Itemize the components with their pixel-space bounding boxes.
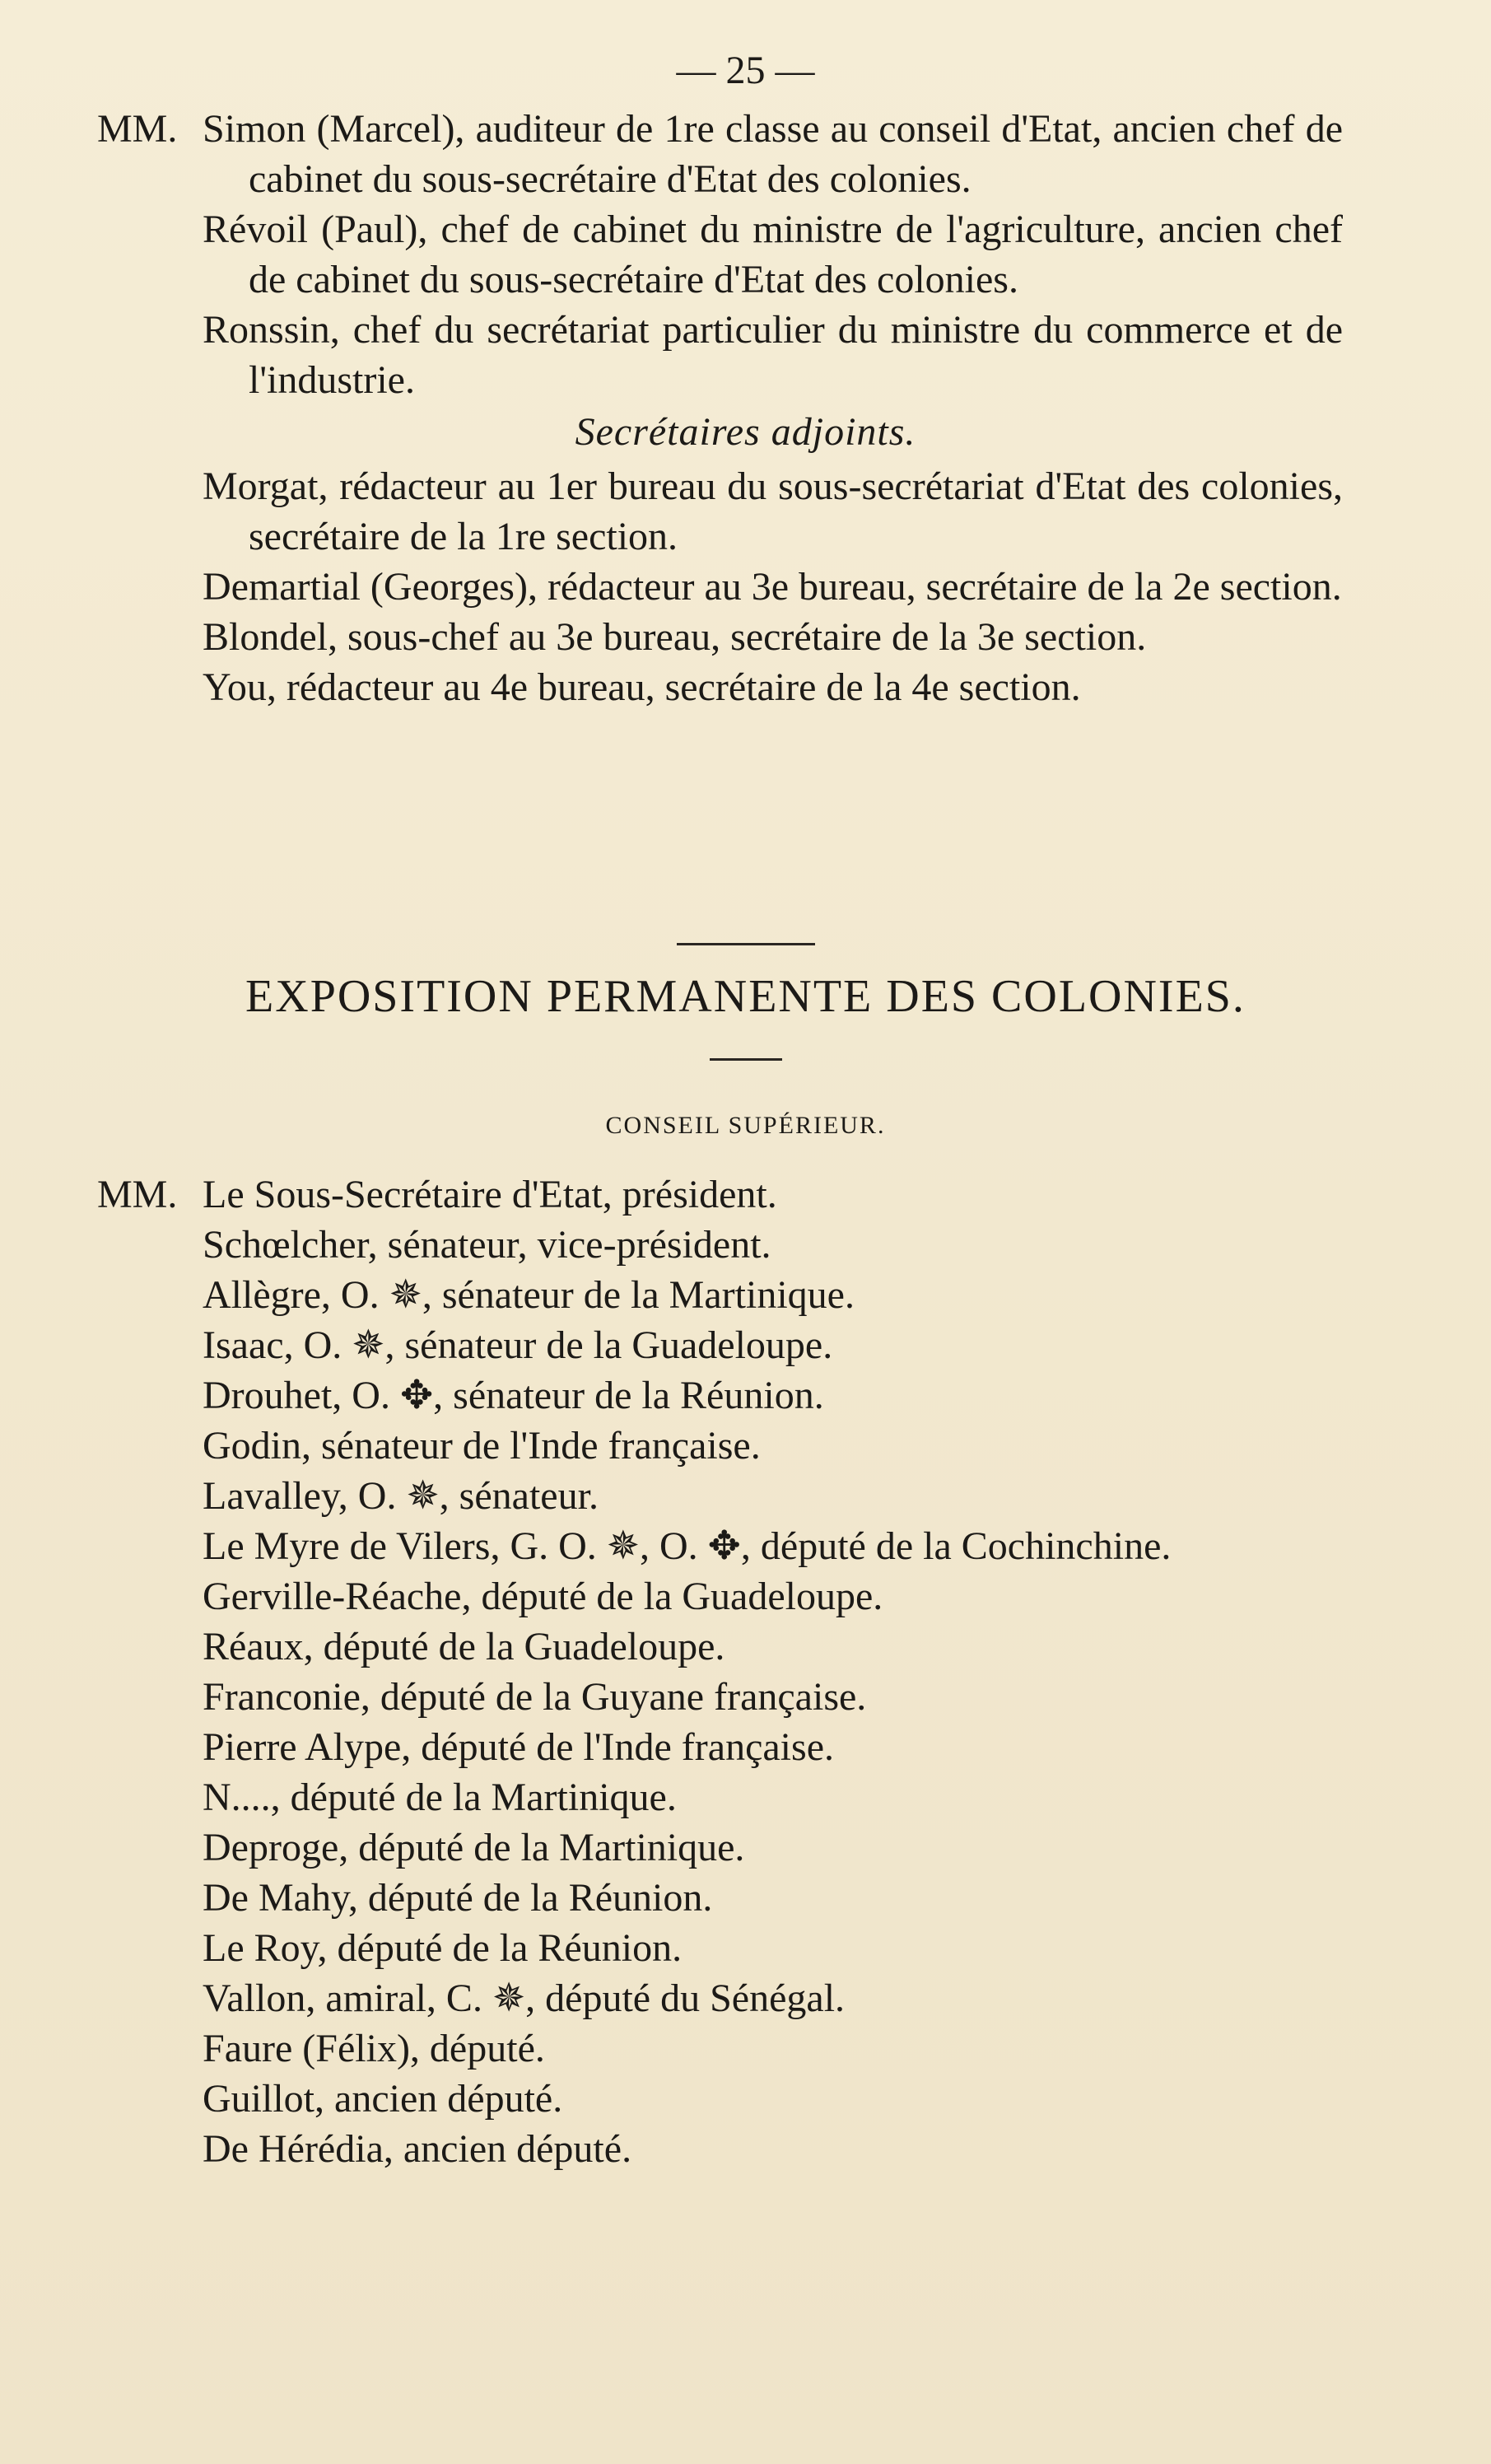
entry-text: Réaux, député de la Guadeloupe. (203, 1625, 725, 1668)
council-entry (0, 1521, 1491, 1571)
council-entry (0, 1220, 1491, 1270)
entry-text: Simon (Marcel), auditeur de 1re classe au conseil d'Etat, ancien chef de cabinet du sous-secrétaire d'Etat des colonies. (203, 107, 1343, 201)
entry-text: Vallon, amiral, C. ✵, député du Sénégal. (203, 1976, 846, 2020)
section-title: EXPOSITION PERMANENTE DES COLONIES. (245, 971, 1246, 1022)
entry-text: Blondel, sous-chef au 3e bureau, secrétaire de la 3e section. (203, 615, 1147, 659)
council-entry (0, 1571, 1491, 1622)
entry-text: Godin, sénateur de l'Inde française. (203, 1424, 761, 1468)
entry-text: Ronssin, chef du secrétariat particulier du ministre du commerce et de l'industrie. (203, 308, 1343, 402)
entry-ronssin (0, 305, 1491, 405)
entry-text: Allègre, O. ✵, sénateur de la Martinique. (203, 1273, 855, 1317)
entry-text: Isaac, O. ✵, sénateur de la Guadeloupe. (203, 1323, 833, 1367)
entry-text: Morgat, rédacteur au 1er bureau du sous-secrétariat d'Etat des colonies, secrétaire de la 1re section. (203, 464, 1343, 558)
council-entry (0, 1973, 1491, 2023)
council-entry (0, 1471, 1491, 1521)
council-entry (0, 2124, 1491, 2174)
entry-text: Lavalley, O. ✵, sénateur. (203, 1474, 599, 1518)
entry-text: Faure (Félix), député. (203, 2027, 545, 2070)
council-entry (0, 1722, 1491, 1772)
council-entry (0, 1822, 1491, 1873)
council-entry (0, 1923, 1491, 1973)
entry-text: Le Sous-Secrétaire d'Etat, président. (203, 1173, 777, 1216)
council-entry (0, 1873, 1491, 1923)
entry-text: Demartial (Georges), rédacteur au 3e bureau, secrétaire de la 2e section. (203, 565, 1342, 609)
council-entry (0, 1772, 1491, 1822)
council-entry (0, 1622, 1491, 1672)
entry-text: Guillot, ancien député. (203, 2077, 563, 2121)
entry-text: Gerville-Réache, député de la Guadeloupe. (203, 1575, 883, 1618)
council-entry (0, 1421, 1491, 1471)
entry-text: De Hérédia, ancien député. (203, 2127, 632, 2171)
entry-text: Pierre Alype, député de l'Inde française. (203, 1725, 834, 1769)
entry-text: Deproge, député de la Martinique. (203, 1826, 745, 1869)
council-entry (0, 1169, 1491, 1220)
entry-text: Drouhet, O. ✥, sénateur de la Réunion. (203, 1374, 824, 1417)
divider-rule-short (710, 1058, 782, 1061)
divider-rule (677, 943, 815, 945)
council-entry (0, 1270, 1491, 1320)
council-block (0, 1169, 1491, 2174)
entry-text: Franconie, député de la Guyane française. (203, 1675, 867, 1719)
entry-text: N...., député de la Martinique. (203, 1776, 677, 1819)
council-entry (0, 1320, 1491, 1370)
entry-text: Schœlcher, sénateur, vice-président. (203, 1223, 771, 1267)
council-entry (0, 1370, 1491, 1421)
entry-simon (0, 104, 1491, 204)
entry-you (0, 662, 1491, 712)
entry-blondel (0, 612, 1491, 662)
entry-morgat (0, 461, 1491, 562)
entry-text: Le Myre de Vilers, G. O. ✵, O. ✥, député de la Cochinchine. (203, 1524, 1172, 1568)
entry-revoil (0, 204, 1491, 305)
entry-lead: MM. (97, 107, 178, 151)
top-block (0, 104, 1491, 712)
council-entry (0, 2074, 1491, 2124)
subheading-secretaires-adjoints: Secrétaires adjoints. (575, 410, 916, 454)
entry-demartial (0, 562, 1491, 612)
entry-text: You, rédacteur au 4e bureau, secrétaire de la 4e section. (203, 665, 1081, 709)
council-entry (0, 1672, 1491, 1722)
entry-text: Révoil (Paul), chef de cabinet du ministre de l'agriculture, ancien chef de cabinet du sous-secrétaire d'Etat des colonies. (203, 208, 1343, 301)
entry-lead: MM. (97, 1173, 178, 1216)
conseil-heading: CONSEIL SUPÉRIEUR. (605, 1112, 886, 1139)
entry-text: Le Roy, député de la Réunion. (203, 1926, 683, 1970)
council-entry (0, 2023, 1491, 2074)
page-number: — 25 — (676, 49, 815, 92)
entry-text: De Mahy, député de la Réunion. (203, 1876, 713, 1920)
